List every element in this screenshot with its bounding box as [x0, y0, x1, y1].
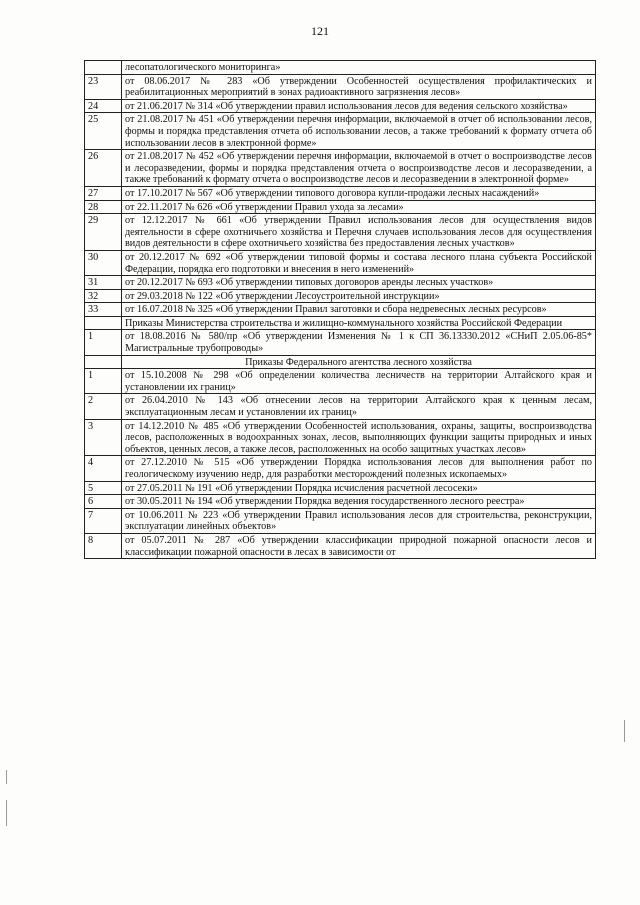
- table-row: [85, 419, 596, 456]
- row-number: [85, 61, 122, 75]
- row-number: [85, 355, 122, 369]
- row-number: 27: [85, 186, 122, 200]
- margin-mark: [6, 770, 7, 784]
- row-text: от 18.08.2016 № 580/пр «Об утверждении Изменения № 1 к СП 36.13330.2012 «СНиП 2.05.06-85* Магистральные трубопроводы»: [122, 330, 596, 355]
- section-heading-row: [85, 316, 596, 330]
- table-row: [85, 330, 596, 355]
- table-row: [85, 508, 596, 533]
- table-row: [85, 276, 596, 290]
- table-body: [85, 61, 596, 559]
- row-number: 3: [85, 419, 122, 456]
- row-number: 23: [85, 74, 122, 99]
- row-number: 30: [85, 250, 122, 275]
- row-number: 1: [85, 330, 122, 355]
- legal-acts-table: [84, 60, 596, 559]
- table-row: [85, 495, 596, 509]
- row-text: от 17.10.2017 № 567 «Об утверждении типового договора купли-продажи лесных насаждений»: [122, 186, 596, 200]
- row-number: 1: [85, 369, 122, 394]
- table-row: [85, 250, 596, 275]
- row-text: от 12.12.2017 № 661 «Об утверждении Правил использования лесов для осуществления видов деятельности в сфере охотничьего хозяйства и Перечня случаев использования лесов для осуществления видов деятельности в сфере охотничьего хозяйства без предоставления лесных участков»: [122, 214, 596, 251]
- table-row: [85, 214, 596, 251]
- row-text: от 20.12.2017 № 693 «Об утверждении типовых договоров аренды лесных участков»: [122, 276, 596, 290]
- row-number: 7: [85, 508, 122, 533]
- row-text: от 10.06.2011 № 223 «Об утверждении Правил использования лесов для строительства, реконструкции, эксплуатации линейных объектов»: [122, 508, 596, 533]
- table-row: [85, 533, 596, 558]
- margin-mark: [624, 720, 625, 742]
- table-row: [85, 289, 596, 303]
- row-text: от 05.07.2011 № 287 «Об утверждении классификации природной пожарной опасности лесов и классификации пожарной опасности в лесах в зависимости от: [122, 533, 596, 558]
- row-text: от 27.12.2010 № 515 «Об утверждении Порядка использования лесов для выполнения работ по геологическому изучению недр, для разработки месторождений полезных ископаемых»: [122, 456, 596, 481]
- table-row: [85, 61, 596, 75]
- row-number: 26: [85, 150, 122, 187]
- table-row: [85, 394, 596, 419]
- row-number: 6: [85, 495, 122, 509]
- row-text: от 15.10.2008 № 298 «Об определении количества лесничеств на территории Алтайского края и установлении их границ»: [122, 369, 596, 394]
- row-text: от 14.12.2010 № 485 «Об утверждении Особенностей использования, охраны, защиты, воспроизводства лесов, расположенных в водоохранных зонах, лесов, выполняющих функции защиты природных и иных объектов, ценных лесов, а также лесов, расположенных на особо защитных участках лесов»: [122, 419, 596, 456]
- section-title: Приказы Федерального агентства лесного хозяйства: [122, 355, 596, 369]
- page-number: 121: [311, 24, 329, 38]
- row-number: 25: [85, 113, 122, 150]
- row-number: 33: [85, 303, 122, 317]
- row-number: [85, 316, 122, 330]
- table-row: [85, 303, 596, 317]
- row-number: 31: [85, 276, 122, 290]
- table-row: [85, 481, 596, 495]
- row-text: от 22.11.2017 № 626 «Об утверждении Правил ухода за лесами»: [122, 200, 596, 214]
- row-number: 4: [85, 456, 122, 481]
- row-number: 24: [85, 99, 122, 113]
- row-number: 29: [85, 214, 122, 251]
- margin-mark: [6, 800, 7, 826]
- table-row: [85, 456, 596, 481]
- row-text: от 30.05.2011 № 194 «Об утверждении Порядка ведения государственного лесного реестра»: [122, 495, 596, 509]
- row-text: лесопатологического мониторинга»: [122, 61, 596, 75]
- row-text: от 21.08.2017 № 452 «Об утверждении перечня информации, включаемой в отчет о воспроизводстве лесов и лесоразведении, формы и порядка представления отчета о воспроизводстве лесов и лесоразведении, а также требований к формату отчета о воспроизводстве лесов и лесоразведении в электронной форме»: [122, 150, 596, 187]
- row-text: от 16.07.2018 № 325 «Об утверждении Правил заготовки и сбора недревесных лесных ресурсов»: [122, 303, 596, 317]
- row-text: от 21.06.2017 № 314 «Об утверждении правил использования лесов для ведения сельского хозяйства»: [122, 99, 596, 113]
- row-text: от 26.04.2010 № 143 «Об отнесении лесов на территории Алтайского края к ценным лесам, эксплуатационным лесам и установлении их границ»: [122, 394, 596, 419]
- row-number: 28: [85, 200, 122, 214]
- row-text: от 29.03.2018 № 122 «Об утверждении Лесоустроительной инструкции»: [122, 289, 596, 303]
- row-text: от 08.06.2017 № 283 «Об утверждении Особенностей осуществления профилактических и реабилитационных мероприятий в зонах радиоактивного загрязнения лесов»: [122, 74, 596, 99]
- row-text: от 21.08.2017 № 451 «Об утверждении перечня информации, включаемой в отчет об использовании лесов, формы и порядка представления отчета об использовании лесов, а также требований к формату отчета об использовании лесов в электронной форме»: [122, 113, 596, 150]
- table-row: [85, 200, 596, 214]
- section-heading-row: [85, 355, 596, 369]
- table-row: [85, 113, 596, 150]
- row-number: 32: [85, 289, 122, 303]
- row-text: от 27.05.2011 № 191 «Об утверждении Порядка исчисления расчетной лесосеки»: [122, 481, 596, 495]
- row-number: 8: [85, 533, 122, 558]
- table-row: [85, 186, 596, 200]
- row-number: 5: [85, 481, 122, 495]
- table-row: [85, 74, 596, 99]
- section-title: Приказы Министерства строительства и жилищно-коммунального хозяйства Российской Федерации: [122, 316, 596, 330]
- table-row: [85, 150, 596, 187]
- table-row: [85, 369, 596, 394]
- row-text: от 20.12.2017 № 692 «Об утверждении типовой формы и состава лесного плана субъекта Российской Федерации, порядка его подготовки и внесения в него изменений»: [122, 250, 596, 275]
- row-number: 2: [85, 394, 122, 419]
- table-row: [85, 99, 596, 113]
